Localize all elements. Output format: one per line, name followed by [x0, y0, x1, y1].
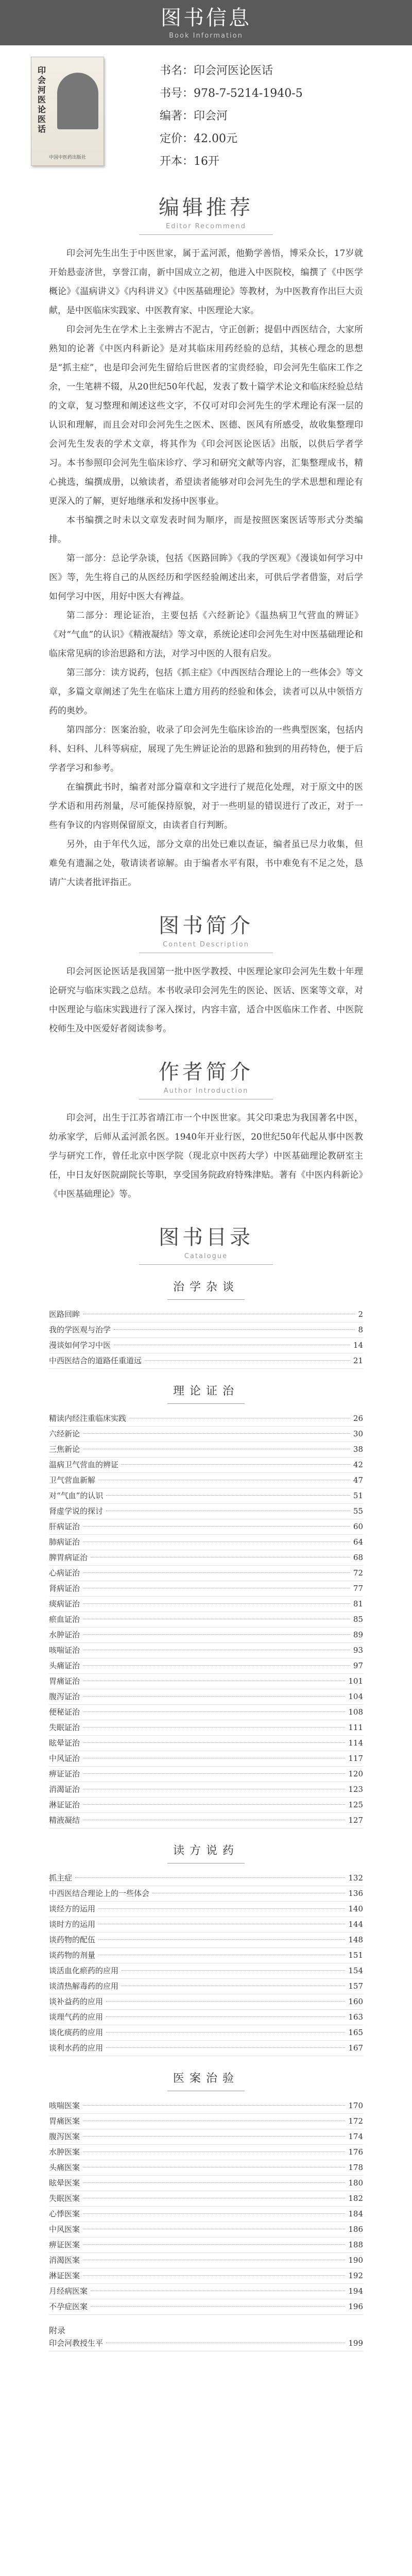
toc-entry-page: 8 — [358, 1325, 363, 1334]
toc-entry-title: 谈清热解毒药的应用 — [49, 1981, 119, 1991]
toc-entry-title: 肾病证治 — [49, 1584, 80, 1593]
field-author: 编著：印会河 — [160, 110, 228, 123]
toc-entry-title: 胃痛医案 — [49, 2116, 80, 2126]
toc-entry-title: 谈经方的运用 — [49, 1904, 96, 1913]
toc-entry-page: 140 — [348, 1904, 363, 1913]
toc-entry-page: 81 — [353, 1599, 363, 1608]
field-price: 定价：42.00元 — [160, 132, 237, 145]
toc-entry-page: 186 — [348, 2225, 363, 2234]
toc-entry[interactable] — [49, 1307, 363, 1323]
toc-entry[interactable] — [49, 2160, 363, 2176]
toc-entry[interactable] — [49, 2145, 363, 2160]
editor-paragraph: 第一部分：总论学杂谈，包括《医路回眸》《我的学医观》《漫谈如何学习中医》等，先生将自己的从医经历和学医经验阐述出来，可供后学者借鉴，对后学如何学习中医，用好中医大有裨益。 — [49, 553, 363, 602]
toc-entry-page: 123 — [348, 1785, 363, 1794]
author-title: 作者简介 — [159, 1060, 253, 1084]
toc-entry-title: 咳喘证治 — [49, 1646, 80, 1655]
leader-dots — [83, 1665, 350, 1666]
toc-entry-page: 26 — [353, 1414, 363, 1423]
leader-dots — [75, 1877, 345, 1878]
toc-entry[interactable] — [49, 1917, 363, 1933]
toc-entry[interactable] — [49, 1948, 363, 1963]
toc-entry-page: 101 — [348, 1676, 363, 1686]
toc-entry-page: 114 — [348, 1738, 363, 1748]
toc-entry-page: 38 — [353, 1445, 363, 1454]
toc-entry[interactable] — [49, 1767, 363, 1782]
field-isbn: 书号：978-7-5214-1940-5 — [160, 87, 303, 100]
toc-entry-page: 172 — [348, 2116, 363, 2126]
divider — [167, 1299, 245, 1300]
toc-entry-page: 178 — [348, 2163, 363, 2172]
toc-entry-title: 六经新论 — [49, 1429, 80, 1438]
toc-entry[interactable] — [49, 2098, 363, 2114]
leader-dots — [83, 1634, 350, 1635]
toc-entry-page: 182 — [348, 2194, 363, 2203]
toc-part-heading: 治学杂谈 — [173, 1281, 239, 1294]
toc-entry-title: 谈补益药的应用 — [49, 1997, 104, 2006]
toc-part-heading: 医案治验 — [173, 2072, 239, 2085]
toc-title: 图书目录 — [159, 1226, 253, 1249]
toc-entry-page: 60 — [353, 1522, 363, 1531]
toc-entry[interactable] — [49, 1353, 363, 1369]
toc-entry-page: 188 — [348, 2240, 363, 2249]
toc-entry[interactable] — [49, 1979, 363, 1994]
leader-dots — [114, 1329, 355, 1330]
toc-entry[interactable] — [49, 1963, 363, 1979]
leader-dots — [106, 2016, 345, 2017]
toc-entry-page: 192 — [348, 2271, 363, 2280]
toc-entry-title: 肾虚学说的探讨 — [49, 1506, 104, 1516]
leader-dots — [83, 2105, 345, 2106]
editor-paragraph: 本书编撰之时未以文章发表时间为顺序，而是按照医案医话等形式分类编排。 — [49, 515, 363, 545]
toc-entry[interactable] — [49, 1689, 363, 1705]
toc-entry-title: 精读内经注重临床实践 — [49, 1414, 127, 1423]
toc-entry[interactable] — [49, 2114, 363, 2129]
toc-entry-page: 14 — [353, 1341, 363, 1350]
toc-entry-page: 2 — [358, 1310, 363, 1319]
toc-entry-page: 180 — [348, 2178, 363, 2188]
toc-entry[interactable] — [49, 1411, 363, 1427]
toc-entry-title: 胃痛证治 — [49, 1676, 80, 1686]
editor-paragraph: 第四部分：医案治验，收录了印会河先生临床诊治的一些典型医案，包括内科、妇科、儿科等病症，展现了先生辨证论治的思路和独到的用药特色，便于后学者学习和参考。 — [49, 725, 363, 773]
toc-entry-title: 抓主症 — [49, 1873, 73, 1883]
toc-entry-title: 腹泻证治 — [49, 1692, 80, 1701]
editor-paragraphs — [0, 235, 412, 892]
leader-dots — [83, 1572, 350, 1573]
toc-entry-title: 中西医结合的道路任重道远 — [49, 1356, 142, 1365]
toc-entry-title: 精液凝结 — [49, 1816, 80, 1825]
toc-entry[interactable] — [49, 1736, 363, 1751]
leader-dots — [83, 2182, 345, 2183]
leader-dots — [83, 2151, 345, 2152]
toc-entry-page: 93 — [353, 1646, 363, 1655]
toc-entry[interactable] — [49, 1504, 363, 1519]
leader-dots — [83, 1603, 350, 1604]
toc-entry-page: 21 — [353, 1356, 363, 1365]
toc-entry-page: 72 — [353, 1568, 363, 1578]
toc-entry-title: 脾胃病证治 — [49, 1553, 88, 1562]
toc-entry-page: 125 — [348, 1800, 363, 1809]
book-info-subtitle: Book Information — [169, 31, 243, 40]
toc-entry[interactable] — [49, 2025, 363, 2041]
toc-entry-page: 144 — [348, 1920, 363, 1929]
toc-entry-title: 温病卫气营血的辨证 — [49, 1460, 119, 1469]
leader-dots — [83, 2244, 345, 2245]
toc-entry-title: 漫谈如何学习中医 — [49, 1341, 111, 1350]
toc-entry-title: 对“气血”的认识 — [49, 1491, 104, 1500]
author-text: 印会河，出生于江苏省靖江市一个中医世家。其父印秉忠为我国著名中医，幼承家学，后师从孟河派名医。1940年开业行医，20世纪50年代起从事中医教学与研究工作，曾任北京中医学院（现北京中医药大学）中医基础理论教研室主任，中日友好医院副院长等职，享受国务院政府特殊津贴。著有《中医内科新论》《中医基础理论》等。 — [49, 1113, 363, 1199]
field-format: 开本：16开 — [160, 155, 220, 168]
toc-entry-title: 中风医案 — [49, 2225, 80, 2234]
toc-entry-title: 不孕症医案 — [49, 2302, 88, 2311]
toc-entry[interactable] — [49, 1473, 363, 1488]
toc-entry[interactable] — [49, 2253, 363, 2268]
toc-entry-title: 月经病医案 — [49, 2286, 88, 2296]
toc-entry-title: 三焦新论 — [49, 1445, 80, 1454]
toc-entry-page: 55 — [353, 1506, 363, 1516]
editor-header — [0, 190, 412, 235]
toc-part-heading: 读方说药 — [173, 1844, 239, 1857]
toc-entry-title: 淋证医案 — [49, 2271, 80, 2280]
toc-entry[interactable] — [49, 1550, 363, 1566]
book-info-panel — [0, 45, 412, 190]
toc-entry[interactable] — [49, 1720, 363, 1736]
leader-dots — [83, 1804, 345, 1805]
toc-entry[interactable] — [49, 1488, 363, 1504]
cover-publisher: 中国中医药出版社 — [48, 155, 86, 160]
toc-entry-page: 163 — [348, 2012, 363, 2022]
toc-entry-page: 42 — [353, 1460, 363, 1469]
toc-entry-title: 眩晕证治 — [49, 1738, 80, 1748]
editor-paragraph: 在编撰此书时，编者对部分篇章和文字进行了规范化处理，对于原文中的医学术语和用药剂量，尽可能保持原貌，对于一些明显的错误进行了改正，对于一些有争议的内容则保留原文，由读者自行判断。 — [49, 782, 363, 831]
toc-entry-page: 64 — [353, 1537, 363, 1547]
toc-entry[interactable] — [49, 2041, 363, 2056]
toc-entry[interactable] — [49, 1566, 363, 1581]
toc-entry[interactable] — [49, 1628, 363, 1643]
leader-dots — [83, 1541, 350, 1542]
leader-dots — [83, 1711, 345, 1712]
toc-entry[interactable] — [49, 1782, 363, 1798]
leader-dots — [83, 1742, 345, 1743]
toc-entry[interactable] — [49, 1902, 363, 1917]
toc-header — [0, 1219, 412, 1265]
toc-entry-title: 谈利水药的应用 — [49, 2043, 104, 2053]
toc-entry[interactable] — [49, 2176, 363, 2191]
toc-entry-title: 肝病证治 — [49, 1522, 80, 1531]
summary-header — [0, 908, 412, 953]
toc-entry-page: 154 — [348, 1966, 363, 1975]
toc-entry[interactable] — [49, 2191, 363, 2207]
divider — [139, 1264, 273, 1265]
toc-entry[interactable] — [49, 2222, 363, 2238]
toc-entry-title: 失眠证治 — [49, 1723, 80, 1732]
leader-dots — [91, 2306, 345, 2307]
toc-entry-page: 190 — [348, 2256, 363, 2265]
toc-entry-page: 47 — [353, 1476, 363, 1485]
toc-entry[interactable] — [49, 2299, 363, 2315]
toc-entry-title: 谈药物的剂量 — [49, 1951, 96, 1960]
toc-entry-page: 89 — [353, 1630, 363, 1639]
editor-title: 编辑推荐 — [159, 196, 253, 219]
toc-entry-page: 97 — [353, 1661, 363, 1670]
leader-dots — [83, 2213, 345, 2214]
cover-portrait — [57, 73, 98, 129]
leader-dots — [106, 2001, 345, 2002]
toc-entry-page: 194 — [348, 2286, 363, 2296]
leader-dots — [122, 1970, 345, 1971]
toc-entry[interactable] — [49, 2284, 363, 2299]
toc-entry-page: 148 — [348, 1935, 363, 1944]
leader-dots — [145, 1360, 350, 1361]
toc-entry-page: 199 — [348, 2338, 363, 2348]
toc-entry-title: 肺病证治 — [49, 1537, 80, 1547]
leader-dots — [106, 1495, 350, 1496]
toc-entry[interactable] — [49, 1871, 363, 1886]
leader-dots — [83, 1433, 350, 1434]
book-cover-image — [31, 57, 104, 166]
toc-entry[interactable] — [49, 2010, 363, 2025]
toc-entry-title: 中西医结合理论上的一些体会 — [49, 1889, 150, 1898]
toc-entry-title: 痹证医案 — [49, 2240, 80, 2249]
toc-entry-page: 68 — [353, 1553, 363, 1562]
toc-entry[interactable] — [49, 2207, 363, 2222]
toc-subtitle: Catalogue — [184, 1252, 228, 1260]
toc-entry[interactable] — [49, 1658, 363, 1674]
table-of-contents — [49, 1278, 363, 2351]
leader-dots — [83, 1773, 345, 1774]
toc-entry-page: 176 — [348, 2147, 363, 2157]
toc-entry-page: 151 — [348, 1951, 363, 1960]
book-info-header — [0, 0, 412, 45]
toc-entry[interactable] — [49, 1338, 363, 1353]
toc-entry-title: 心病证治 — [49, 1568, 80, 1578]
toc-entry-page: 85 — [353, 1615, 363, 1624]
toc-entry-title: 水肿证治 — [49, 1630, 80, 1639]
toc-entry[interactable] — [49, 1427, 363, 1442]
toc-entry-title: 消渴医案 — [49, 2256, 80, 2265]
toc-entry[interactable] — [49, 1886, 363, 1902]
divider — [167, 1403, 245, 1404]
toc-entry[interactable] — [49, 1519, 363, 1535]
toc-entry-page: 132 — [348, 1873, 363, 1883]
toc-entry[interactable] — [49, 2238, 363, 2253]
toc-entry-title: 水肿医案 — [49, 2147, 80, 2157]
summary-text: 印会河医论医话是我国第一批中医学教授、中医理论家印会河先生数十年理论研究与临床实践之总结。本书收录印会河先生的医论、医话、医案等文章，对中医理论与临床实践进行了深入探讨，内容丰富，适合中医临床工作者、中医院校师生及中医爱好者阅读参考。 — [49, 967, 363, 1034]
editor-paragraph: 印会河先生在学术上主张辨古不泥古，守正创新；提倡中西医结合，大家所熟知的论著《中医内科新论》是对其临床用药经验的总结，其核心理念的思想是“抓主症”，也是印会河先生留给后世医者的宝贵经验，印会河先生临床工作之余，一生笔耕不辍，从20世纪50年代起，发表了数十篇学术论文和临床经验总结的文章，复习整理和阐述这些文字，不仅可对印会河先生的学术理论有深一层的认识和理解，而且会对印会河先生之医术、医德、医风有所感受，故收集整理印会河先生发表的学术文章，将其作为《印会河医论医话》出版，以供后学者学习。本书参照印会河先生临床诊疗、学习和研究文献等内容，汇集整理成书，精心挑选，编撰成册，以飨读者，希望读者能够对印会河先生的学术思想和理论有更深入的了解，更好地继承和发扬中医事业。 — [49, 325, 363, 506]
leader-dots — [106, 2047, 345, 2048]
editor-paragraph: 第三部分：读方说药，包括《抓主症》《中西医结合理论上的一些体会》等文章，多篇文章阐述了先生在临床上遣方用药的经验和体会，读者可以从中领悟方药的奥妙。 — [49, 668, 363, 716]
toc-entry-page: 170 — [348, 2101, 363, 2110]
toc-entry[interactable] — [49, 1597, 363, 1612]
toc-entry-title: 头痛医案 — [49, 2163, 80, 2172]
toc-entry[interactable] — [49, 2129, 363, 2145]
toc-entry-page: 184 — [348, 2209, 363, 2218]
toc-entry-title: 卫气营血新解 — [49, 1476, 96, 1485]
toc-part-heading: 理论证治 — [173, 1385, 239, 1398]
toc-entry-title: 腹泻医案 — [49, 2132, 80, 2141]
leader-dots — [83, 2275, 345, 2276]
toc-entry[interactable] — [49, 1612, 363, 1628]
toc-entry-page: 127 — [348, 1816, 363, 1825]
toc-entry[interactable] — [49, 1798, 363, 1813]
toc-entry-title: 心悸医案 — [49, 2209, 80, 2218]
editor-paragraph: 另外，由于年代久远，部分文章的出处已难以查证，编者虽已尽力收集，但难免有遗漏之处，敬请读者谅解。由于编者水平有限，书中难免有不足之处，恳请广大读者批评指正。 — [49, 839, 363, 888]
toc-entry-title: 谈化痰药的应用 — [49, 2028, 104, 2037]
toc-entry-page: 108 — [348, 1707, 363, 1717]
toc-entry-title: 失眠医案 — [49, 2194, 80, 2203]
toc-entry-title: 谈时方的运用 — [49, 1920, 96, 1929]
toc-entry-page: 174 — [348, 2132, 363, 2141]
toc-entry-title: 我的学医观与治学 — [49, 1325, 111, 1334]
cover-title: 印会河医论医话 — [38, 65, 46, 134]
toc-entry-title: 印会河教授生平 — [49, 2338, 104, 2348]
leader-dots — [98, 1939, 345, 1940]
toc-entry[interactable] — [49, 1813, 363, 1828]
toc-entry-page: 77 — [353, 1584, 363, 1593]
summary-subtitle: Content Description — [163, 941, 249, 948]
toc-entry[interactable] — [49, 1751, 363, 1767]
leader-dots — [83, 2136, 345, 2137]
toc-entry[interactable] — [49, 1458, 363, 1473]
toc-entry-page: 117 — [348, 1754, 363, 1763]
toc-entry-title: 谈活血化瘀药的应用 — [49, 1966, 119, 1975]
appendix-label: 附录 — [49, 2326, 66, 2335]
editor-paragraph: 第二部分：理论证治，主要包括《六经新论》《温热病卫气营血的辨证》《对“气血”的认识》《精液凝结》等文章，系统论述印会河先生对中医基础理论和临床常见病的诊治思路和方法，对学习中医的人很有启发。 — [49, 611, 363, 659]
editor-paragraph: 印会河先生出生于中医世家，属于孟河派，他勤学善悟，博采众长，17岁就开始悬壶济世，享誉江南，新中国成立之初，他进入中医院校，编撰了《中医学概论》《温病讲义》《内科讲义》《中医基础理论》等教材，为中医教育作出巨大贡献，是中医临床实践家、中医教育家、中医理论大家。 — [49, 248, 363, 316]
toc-entry-title: 中风证治 — [49, 1754, 80, 1763]
toc-entry[interactable] — [49, 1581, 363, 1597]
toc-entry-title: 眩晕医案 — [49, 2178, 80, 2188]
leader-dots — [98, 1908, 345, 1909]
book-info-title: 图书信息 — [161, 6, 251, 30]
toc-entry-page: 111 — [348, 1723, 363, 1732]
toc-entry[interactable] — [49, 1643, 363, 1658]
leader-dots — [122, 1464, 350, 1465]
author-header — [0, 1054, 412, 1099]
toc-entry[interactable] — [49, 1933, 363, 1948]
editor-subtitle: Editor Recommend — [166, 223, 246, 230]
toc-entry-title: 淋证证治 — [49, 1800, 80, 1809]
book-info-fields — [160, 60, 303, 173]
field-name: 书名：印会河医论医话 — [160, 64, 273, 77]
toc-entry-page: 104 — [348, 1692, 363, 1701]
toc-entry-page: 165 — [348, 2028, 363, 2037]
toc-entry[interactable] — [49, 1442, 363, 1458]
toc-entry[interactable] — [49, 1535, 363, 1550]
toc-entry-title: 痰病证治 — [49, 1599, 80, 1608]
leader-dots — [83, 1696, 345, 1697]
toc-entry-title: 便秘证治 — [49, 1707, 80, 1717]
toc-entry[interactable] — [49, 1323, 363, 1338]
toc-entry-title: 咳喘医案 — [49, 2101, 80, 2110]
toc-entry[interactable] — [49, 1705, 363, 1720]
toc-entry[interactable] — [49, 2336, 363, 2351]
toc-entry[interactable] — [49, 2268, 363, 2284]
toc-entry-page: 196 — [348, 2302, 363, 2311]
toc-entry-title: 头痛证治 — [49, 1661, 80, 1670]
toc-entry-title: 谈理气药的应用 — [49, 2012, 104, 2022]
toc-entry-page: 136 — [348, 1889, 363, 1898]
toc-entry-page: 157 — [348, 1981, 363, 1991]
toc-entry-title: 谈药物的配伍 — [49, 1935, 96, 1944]
leader-dots — [83, 1526, 350, 1527]
toc-entry-page: 51 — [353, 1491, 363, 1500]
summary-title: 图书简介 — [159, 914, 253, 938]
author-subtitle: Author Introduction — [163, 1087, 249, 1095]
toc-entry-title: 瘀血证治 — [49, 1615, 80, 1624]
toc-entry[interactable] — [49, 1994, 363, 2010]
toc-entry-page: 30 — [353, 1429, 363, 1438]
toc-entry[interactable] — [49, 1674, 363, 1689]
toc-entry-title: 医路回眸 — [49, 1310, 80, 1319]
toc-entry-title: 消渴证治 — [49, 1785, 80, 1794]
toc-entry-title: 痹证证治 — [49, 1769, 80, 1778]
toc-entry-page: 160 — [348, 1997, 363, 2006]
toc-entry-page: 120 — [348, 1769, 363, 1778]
toc-entry-page: 167 — [348, 2043, 363, 2053]
